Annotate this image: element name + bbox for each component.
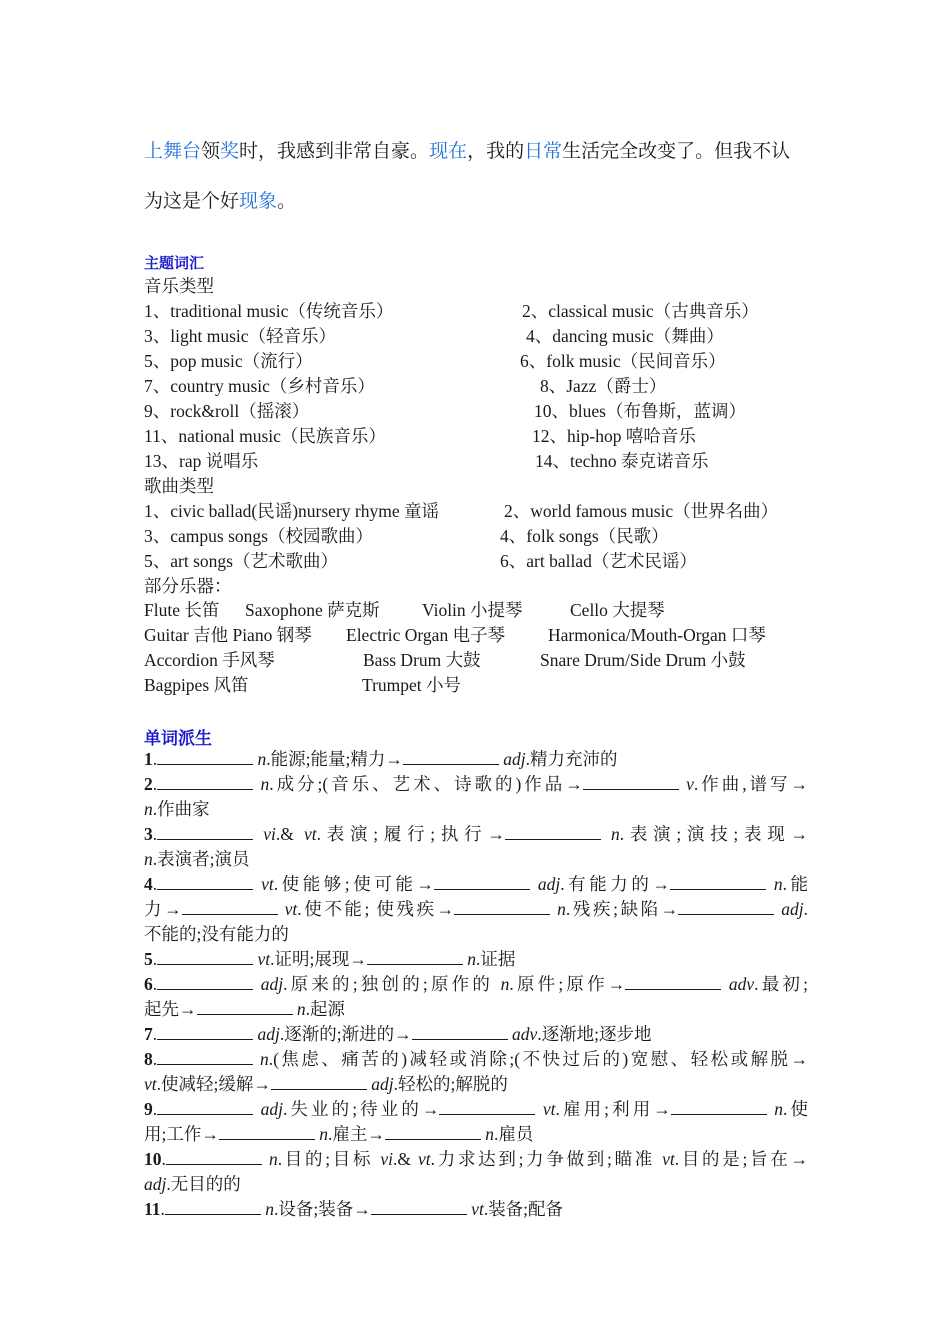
answer-blank[interactable]	[670, 872, 766, 890]
part-of-speech: n	[260, 774, 270, 794]
answer-blank[interactable]	[157, 947, 253, 965]
definition-text: .表演;演技;表现→	[619, 824, 809, 844]
part-of-speech: n	[259, 1049, 269, 1069]
list-item: 14、techno 泰克诺音乐	[535, 451, 709, 471]
list-item: 5、pop music（流行）	[144, 351, 313, 371]
list-item: 12、hip-hop 嘻哈音乐	[532, 426, 696, 446]
answer-blank[interactable]	[385, 1122, 481, 1140]
part-of-speech: vt	[261, 874, 274, 894]
exercise-line	[144, 897, 808, 922]
definition-text: .&	[392, 1149, 419, 1169]
answer-blank[interactable]	[157, 872, 253, 890]
intro-seg: 奖	[220, 140, 240, 162]
intro-line-2	[144, 186, 814, 216]
definition-text: .能	[782, 874, 809, 894]
part-of-speech: n	[144, 799, 153, 819]
definition-text: .精力充沛的	[525, 749, 618, 769]
exercise-number-separator: .	[152, 1049, 158, 1069]
exercise-number: 9	[144, 1099, 153, 1119]
exercise-number: 5	[144, 949, 153, 969]
answer-blank[interactable]	[454, 897, 550, 915]
list-item: 6、art ballad（艺术民谣）	[500, 551, 697, 571]
part-of-speech: n	[257, 749, 267, 769]
exercise-number-separator: .	[152, 974, 158, 994]
exercise-line	[144, 747, 808, 772]
part-of-speech: n	[774, 1099, 784, 1119]
definition-text: .能源;能量;精力→	[266, 749, 403, 769]
list-item: 2、classical music（古典音乐）	[522, 301, 759, 321]
answer-blank[interactable]	[583, 772, 679, 790]
definition-text: .逐渐的;渐进的→	[279, 1024, 412, 1044]
section-title-derivation: 单词派生	[144, 729, 212, 749]
part-of-speech: vt	[542, 1099, 556, 1119]
answer-blank[interactable]	[439, 1097, 535, 1115]
exercise-number: 11	[144, 1199, 161, 1219]
list-item: Saxophone 萨克斯	[245, 600, 380, 620]
exercise-number-separator: .	[152, 1099, 158, 1119]
definition-text	[721, 974, 729, 994]
exercise-line	[144, 1122, 808, 1147]
list-item: 13、rap 说唱乐	[144, 451, 259, 471]
exercise-number-separator: .	[161, 1149, 166, 1169]
answer-blank[interactable]	[157, 1022, 253, 1040]
definition-text: .	[803, 899, 809, 919]
definition-text: .雇员	[494, 1124, 534, 1144]
answer-blank[interactable]	[157, 972, 253, 990]
part-of-speech: vt	[257, 949, 271, 969]
exercise-number: 7	[144, 1024, 153, 1044]
part-of-speech: n	[144, 849, 153, 869]
definition-text	[530, 874, 538, 894]
part-of-speech: adj	[257, 1024, 280, 1044]
definition-text: .轻松的;解脱的	[393, 1074, 508, 1094]
answer-blank[interactable]	[625, 972, 721, 990]
exercise-line	[144, 822, 808, 847]
exercise-number: 4	[144, 874, 153, 894]
definition-text: .表演;履行;执行→	[316, 824, 505, 844]
definition-text	[278, 899, 285, 919]
part-of-speech: n	[467, 949, 477, 969]
answer-blank[interactable]	[219, 1122, 315, 1140]
definition-text	[262, 1149, 269, 1169]
definition-text: .使减轻;缓解→	[156, 1074, 271, 1094]
answer-blank[interactable]	[367, 947, 463, 965]
exercise-line	[144, 997, 808, 1022]
intro-seg: ，我的	[467, 140, 525, 162]
list-item: Electric Organ 电子琴	[346, 625, 506, 645]
part-of-speech: vt	[471, 1199, 484, 1219]
part-of-speech: vt	[418, 1149, 431, 1169]
list-item: 9、rock&roll（摇滚）	[144, 401, 310, 421]
intro-seg: 。	[277, 190, 297, 212]
part-of-speech: adj	[781, 899, 804, 919]
part-of-speech: n	[268, 1149, 278, 1169]
intro-seg: 上舞台	[144, 140, 202, 162]
list-item: Accordion 手风琴	[144, 650, 275, 670]
definition-text: .&	[275, 824, 304, 844]
part-of-speech: vi	[263, 824, 276, 844]
list-item: 3、light music（轻音乐）	[144, 326, 337, 346]
list-item: 1、civic ballad(民谣)nursery rhyme 童谣	[144, 501, 439, 521]
definition-text: 起先→	[144, 999, 197, 1019]
list-item: 2、world famous music（世界名曲）	[504, 501, 779, 521]
exercise-line	[144, 797, 808, 822]
part-of-speech: adj	[503, 749, 526, 769]
list-item: 11、national music（民族音乐）	[144, 426, 386, 446]
answer-blank[interactable]	[157, 772, 253, 790]
intro-seg: 现在	[429, 140, 468, 162]
list-item: Bagpipes 风笛	[144, 675, 249, 695]
answer-blank[interactable]	[403, 747, 499, 765]
part-of-speech: v	[686, 774, 694, 794]
exercise-number-separator: .	[152, 824, 158, 844]
list-item: 7、country music（乡村音乐）	[144, 376, 375, 396]
list-item: 3、campus songs（校园歌曲）	[144, 526, 373, 546]
list-item: Snare Drum/Side Drum 小鼓	[540, 650, 746, 670]
definition-text: .使能够;使可能→	[273, 874, 434, 894]
answer-blank[interactable]	[182, 897, 278, 915]
part-of-speech: vi	[380, 1149, 393, 1169]
definition-text: .证明;展现→	[270, 949, 367, 969]
exercise-line	[144, 1147, 808, 1172]
definition-text: .无目的的	[166, 1174, 241, 1194]
instruments-heading: 部分乐器：	[144, 576, 232, 596]
definition-text: .逐渐地;逐步地	[537, 1024, 652, 1044]
definition-text: .最初;	[754, 974, 808, 994]
answer-blank[interactable]	[505, 822, 601, 840]
intro-seg: 领	[201, 140, 221, 162]
exercise-line	[144, 1022, 808, 1047]
list-item: Guitar 吉他 Piano 钢琴	[144, 625, 312, 645]
part-of-speech: n	[296, 999, 306, 1019]
part-of-speech: adv	[728, 974, 755, 994]
exercise-line	[144, 947, 808, 972]
list-item: Flute 长笛	[144, 600, 220, 620]
intro-seg: 生活完全改变了。但我不认	[562, 140, 791, 162]
definition-text: .(焦虑、痛苦的)减轻或消除;(不快过后的)宽慰、轻松或解脱→	[268, 1049, 809, 1069]
exercise-line	[144, 1172, 808, 1197]
part-of-speech: n	[265, 1199, 275, 1219]
part-of-speech: adj	[144, 1174, 167, 1194]
definition-text	[253, 824, 263, 844]
exercise-number-separator: .	[152, 749, 158, 769]
answer-blank[interactable]	[678, 897, 774, 915]
answer-blank[interactable]	[271, 1072, 367, 1090]
intro-line-1	[144, 136, 814, 166]
definition-text	[601, 824, 611, 844]
definition-text: .雇用;利用→	[555, 1099, 671, 1119]
exercise-number: 6	[144, 974, 153, 994]
answer-blank[interactable]	[157, 822, 253, 840]
definition-text: .目的;目标	[277, 1149, 381, 1169]
definition-text: .装备;配备	[483, 1199, 564, 1219]
intro-seg: 为这是个好	[144, 190, 240, 212]
exercise-line	[144, 1197, 808, 1222]
definition-text: .失业的;待业的→	[282, 1099, 440, 1119]
exercise-line	[144, 1047, 808, 1072]
definition-text: .成分;(音乐、艺术、诗歌的)作品→	[269, 774, 583, 794]
answer-blank[interactable]	[157, 1047, 253, 1065]
definition-text: 力→	[144, 899, 182, 919]
part-of-speech: vt	[662, 1149, 675, 1169]
list-item: 1、traditional music（传统音乐）	[144, 301, 394, 321]
list-item: 10、blues（布鲁斯，蓝调）	[534, 401, 746, 421]
list-item: 4、folk songs（民歌）	[500, 526, 669, 546]
exercise-number: 8	[144, 1049, 153, 1069]
definition-text	[535, 1099, 542, 1119]
definition-text: .证据	[476, 949, 516, 969]
song-types-heading: 歌曲类型	[144, 476, 214, 496]
exercise-number-separator: .	[152, 774, 158, 794]
definition-text: .残疾;缺陷→	[565, 899, 679, 919]
part-of-speech: n	[557, 899, 566, 919]
answer-blank[interactable]	[197, 997, 293, 1015]
exercise-line	[144, 872, 808, 897]
definition-text: .使不能; 使残疾→	[297, 899, 455, 919]
definition-text: .原件;原作→	[509, 974, 626, 994]
intro-seg: 日常	[524, 140, 563, 162]
definition-text	[253, 1049, 260, 1069]
answer-blank[interactable]	[165, 1197, 261, 1215]
part-of-speech: vt	[304, 824, 317, 844]
definition-text: .表演者;演员	[152, 849, 250, 869]
definition-text: .雇主→	[328, 1124, 385, 1144]
exercise-line	[144, 1097, 808, 1122]
definition-text: .原来的;独创的;原作的	[283, 974, 501, 994]
part-of-speech: adj	[371, 1074, 394, 1094]
exercise-number-separator: .	[152, 874, 158, 894]
part-of-speech: n	[319, 1124, 328, 1144]
part-of-speech: adj	[260, 1099, 283, 1119]
answer-blank[interactable]	[166, 1147, 262, 1165]
derivation-list	[144, 747, 808, 1222]
part-of-speech: n	[485, 1124, 494, 1144]
exercise-number: 2	[144, 774, 153, 794]
section-title-vocab: 主题词汇	[144, 254, 205, 272]
definition-text: .作曲,谱写→	[693, 774, 809, 794]
answer-blank[interactable]	[412, 1022, 508, 1040]
definition-text: .力求达到;力争做到;瞄准	[430, 1149, 663, 1169]
answer-blank[interactable]	[434, 872, 530, 890]
answer-blank[interactable]	[157, 747, 253, 765]
intro-seg: 现象	[239, 190, 278, 212]
definition-text	[253, 974, 261, 994]
list-item: Bass Drum 大鼓	[363, 650, 481, 670]
exercise-line	[144, 847, 808, 872]
exercise-line	[144, 972, 808, 997]
list-item: Violin 小提琴	[422, 600, 523, 620]
definition-text: 用;工作→	[144, 1124, 219, 1144]
part-of-speech: adj	[260, 974, 284, 994]
answer-blank[interactable]	[371, 1197, 467, 1215]
list-item: 6、folk music（民间音乐）	[520, 351, 726, 371]
part-of-speech: vt	[144, 1074, 157, 1094]
definition-text: .设备;装备→	[274, 1199, 371, 1219]
music-types-heading: 音乐类型	[144, 276, 214, 296]
answer-blank[interactable]	[157, 1097, 253, 1115]
exercise-line	[144, 1072, 808, 1097]
part-of-speech: vt	[284, 899, 298, 919]
list-item: 8、Jazz（爵士）	[540, 376, 667, 396]
answer-blank[interactable]	[671, 1097, 767, 1115]
list-item: Harmonica/Mouth-Organ 口琴	[548, 625, 766, 645]
definition-text: .作曲家	[152, 799, 210, 819]
list-item: 5、art songs（艺术歌曲）	[144, 551, 338, 571]
part-of-speech: n	[773, 874, 783, 894]
exercise-line	[144, 772, 808, 797]
exercise-number: 1	[144, 749, 153, 769]
part-of-speech: adv	[512, 1024, 538, 1044]
definition-text: .目的是;旨在→	[674, 1149, 808, 1169]
exercise-number-separator: .	[160, 1199, 165, 1219]
definition-text	[766, 874, 774, 894]
list-item: Cello 大提琴	[570, 600, 665, 620]
exercise-line	[144, 922, 808, 947]
definition-text	[253, 1099, 260, 1119]
intro-seg: 时，我感到非常自豪。	[239, 140, 430, 162]
exercise-number: 3	[144, 824, 153, 844]
exercise-number-separator: .	[152, 1024, 158, 1044]
definition-text: .起源	[305, 999, 345, 1019]
definition-text: 不能的;没有能力的	[144, 924, 289, 944]
definition-text	[253, 874, 261, 894]
part-of-speech: n	[611, 824, 620, 844]
definition-text: .使	[783, 1099, 808, 1119]
list-item: Trumpet 小号	[362, 675, 462, 695]
list-item: 4、dancing music（舞曲）	[526, 326, 724, 346]
definition-text: .有能力的→	[560, 874, 670, 894]
part-of-speech: n	[500, 974, 510, 994]
exercise-number-separator: .	[152, 949, 158, 969]
exercise-number: 10	[144, 1149, 162, 1169]
part-of-speech: adj	[537, 874, 561, 894]
